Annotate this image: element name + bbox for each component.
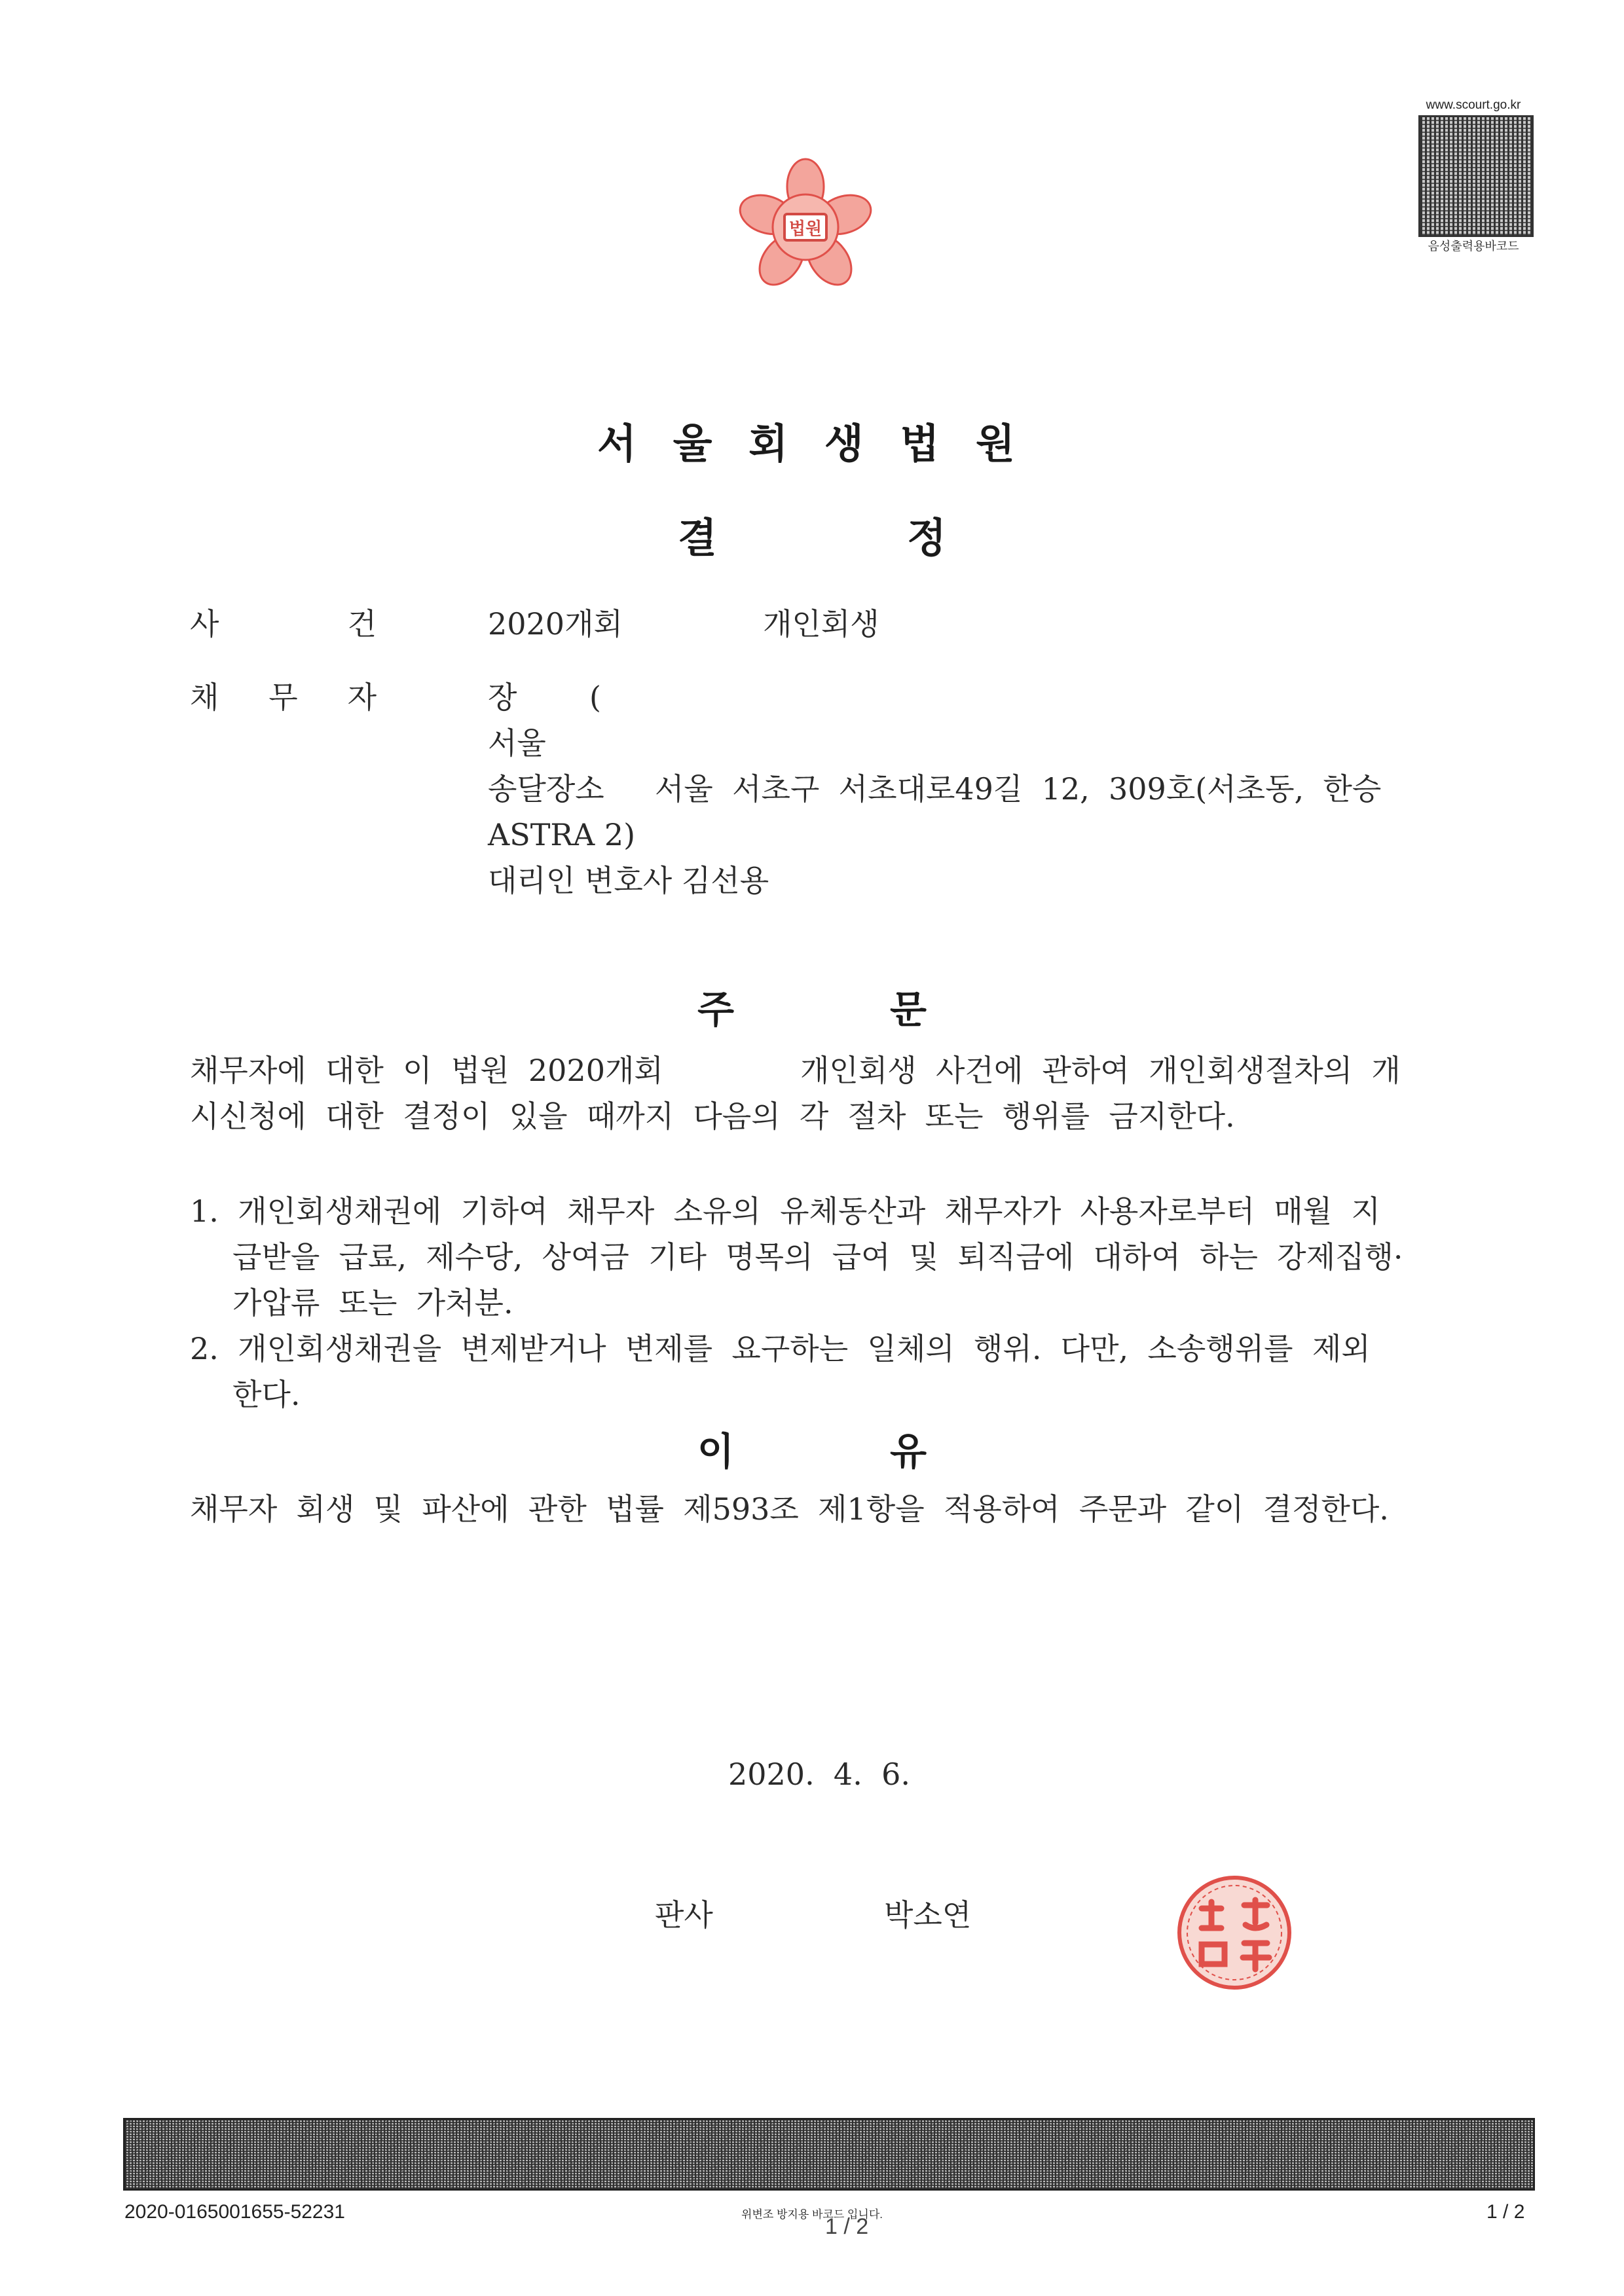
barcode-url: www.scourt.go.kr (1426, 98, 1521, 112)
order-item-2-line1: 2. 개인회생채권을 변제받거나 변제를 요구하는 일체의 행위. 다만, 소송행위를 제외 (190, 1331, 1371, 1366)
anti-forgery-barcode (123, 2118, 1535, 2191)
judge-name: 박소연 (884, 1897, 972, 1933)
order-item-1-line3: 가압류 또는 가처분. (232, 1285, 513, 1321)
case-label: 사 건 (190, 606, 377, 642)
reason-text: 채무자 회생 및 파산에 관한 법률 제593조 제1항을 적용하여 주문과 같이 결정한다. (190, 1491, 1389, 1527)
judge-title: 판사 (655, 1897, 713, 1933)
page-number-center: 1 / 2 (825, 2214, 869, 2239)
debtor-address: 서울 (488, 725, 546, 761)
document-id: 2020-0165001655-52231 (124, 2201, 345, 2223)
debtor-label: 채 무 자 (190, 680, 377, 715)
order-intro-line1b: 개인회생 사건에 관하여 개인회생절차의 개 (800, 1053, 1401, 1088)
debtor-name-suffix: ( (589, 680, 601, 715)
delivery-address-cont: ASTRA 2) (488, 817, 636, 852)
order-intro-line1a: 채무자에 대한 이 법원 2020개회 (190, 1053, 663, 1088)
court-emblem (720, 147, 891, 301)
delivery-address: 서울 서초구 서초대로49길 12, 309호(서초동, 한승 (655, 771, 1382, 807)
order-item-1-line1: 1. 개인회생채권에 기하여 채무자 소유의 유체동산과 채무자가 사용자로부터 매월 지 (190, 1194, 1380, 1229)
barcode-caption: 음성출력용바코드 (1428, 240, 1519, 253)
order-item-1 (190, 1188, 1403, 1326)
order-item-2-line2: 한다. (232, 1377, 301, 1412)
order-intro-line2: 시신청에 대한 결정이 있을 때까지 다음의 각 절차 또는 행위를 금지한다. (190, 1099, 1235, 1134)
case-number: 2020개회 (488, 606, 623, 642)
page-number-right: 1 / 2 (1486, 2201, 1525, 2223)
decision-date: 2020. 4. 6. (728, 1757, 910, 1792)
court-name: 서 울 회 생 법 원 (597, 420, 1015, 467)
case-type: 개인회생 (763, 606, 879, 642)
order-item-2 (190, 1326, 1371, 1417)
emblem-label: 법원 (788, 219, 822, 239)
reason-heading: 이 유 (697, 1429, 927, 1474)
judge-seal (1172, 1872, 1297, 1994)
debtor-agent: 대리인 변호사 김선용 (488, 863, 769, 898)
barcode-notice: 위변조 방지용 바코드 입니다. (741, 2208, 883, 2221)
order-heading: 주 문 (697, 987, 927, 1032)
debtor-name: 장 (488, 680, 517, 715)
audio-barcode (1418, 115, 1534, 237)
delivery-label: 송달장소 (488, 771, 604, 807)
document-title: 결 정 (678, 514, 946, 562)
order-item-1-line2: 급받을 급료, 제수당, 상여금 기타 명목의 급여 및 퇴직금에 대하여 하는 강제집행· (232, 1239, 1403, 1275)
